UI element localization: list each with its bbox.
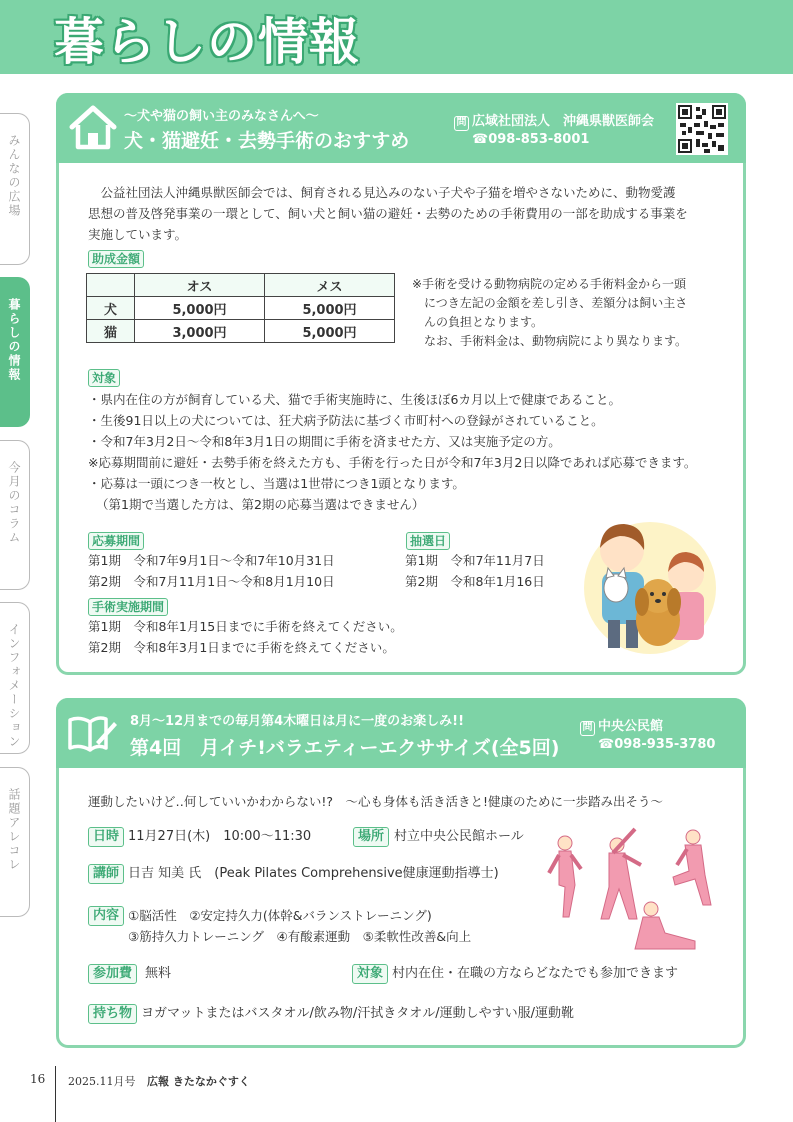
contact-mark: 問	[454, 116, 469, 131]
exercise-header	[56, 698, 746, 768]
event-date: 11月27日(木) 10:00～11:30	[128, 829, 312, 844]
surgery-period	[88, 616, 403, 658]
event-teacher: 日吉 知美 氏 (Peak Pilates Comprehensive健康運動指導士)	[128, 866, 499, 881]
contact-tel: ☎098-853-8001	[472, 132, 590, 147]
footer-issue	[68, 1073, 250, 1089]
note-line: につき左記の金額を差し引き、差額分は飼い主さ	[412, 296, 688, 310]
exercise-subtitle: 8月～12月までの毎月第4木曜日は月に一度のお楽しみ!!	[130, 714, 465, 729]
page-title: 暮らしの情報	[54, 13, 360, 71]
house-icon	[68, 103, 118, 151]
table-cell: 5,000円	[265, 297, 395, 320]
footer-divider	[55, 1066, 56, 1122]
pet-surgery-header	[56, 93, 746, 163]
draw-date-label: 抽選日	[406, 532, 450, 550]
table-cell: 5,000円	[265, 320, 395, 343]
fee-label: 助成金額	[88, 250, 144, 268]
table-row	[87, 320, 395, 343]
teacher-label: 講師	[88, 864, 124, 884]
intro-line: 実施しています。	[88, 227, 188, 242]
apply-period	[88, 550, 335, 592]
side-tab-column[interactable]: 今月のコラム	[0, 440, 30, 590]
table-cell: 5,000円	[135, 297, 265, 320]
list-item: ※応募期間前に避妊・去勢手術を終えた方も、手術を行った日が令和7年3月2日以降であれば応募できます。	[88, 455, 697, 470]
pet-surgery-subtitle: ～犬や猫の飼い主のみなさんへ～	[124, 109, 319, 124]
apply-period-label: 応募期間	[88, 532, 144, 550]
list-item: 第1期 令和7年11月7日	[405, 553, 545, 568]
pet-surgery-intro	[88, 182, 688, 245]
table-cell: 犬	[87, 297, 135, 320]
draw-dates	[405, 550, 545, 592]
fee-table	[86, 273, 395, 343]
list-item: 第2期 令和8年3月1日までに手術を終えてください。	[88, 640, 395, 655]
exercise-illustration	[545, 825, 715, 955]
contact-org: 広域社団法人 沖縄県獣医師会	[472, 114, 655, 129]
exercise-title: 第4回 月イチ!バラエティーエクササイズ(全5回)	[130, 737, 560, 759]
content-label: 内容	[88, 906, 124, 926]
surgery-period-label: 手術実施期間	[88, 598, 168, 616]
table-cell: 3,000円	[135, 320, 265, 343]
intro-line: 思想の普及啓発事業の一環として、飼い犬と飼い猫の避妊・去勢のための手術費用の一部を助成する事業を	[88, 206, 688, 221]
list-item: ①脳活性 ②安定持久力(体幹&バランストレーニング)	[128, 908, 432, 923]
note-line: んの負担となります。	[412, 315, 544, 329]
event-fee: 無料	[145, 966, 172, 981]
side-tab-information[interactable]: インフォメーション	[0, 602, 30, 754]
event-bring: ヨガマットまたはバスタオル/飲み物/汗拭きタオル/運動しやすい服/運動靴	[141, 1006, 575, 1021]
pet-surgery-contact	[454, 113, 654, 149]
table-header	[87, 274, 135, 297]
list-item: 第1期 令和7年9月1日～令和7年10月31日	[88, 553, 335, 568]
bring-label: 持ち物	[88, 1004, 137, 1024]
table-row	[87, 297, 395, 320]
page-number: 16	[30, 1072, 46, 1086]
date-label: 日時	[88, 827, 124, 847]
note-line: ※手術を受ける動物病院の定める手術料金から一頭	[412, 277, 687, 291]
list-item: ・令和7年3月2日～令和8年3月1日の期間に手術を済ませた方、又は実施予定の方。	[88, 434, 561, 449]
list-item: （第1期で当選した方は、第2期の応募当選はできません）	[96, 497, 425, 512]
list-item: ・生後91日以上の犬については、狂犬病予防法に基づく市町村への登録がされていること。	[88, 413, 604, 428]
table-row	[87, 274, 395, 297]
side-tab-kurashi[interactable]: 暮らしの情報	[0, 277, 30, 427]
event-target: 村内在住・在職の方ならどなたでも参加できます	[392, 966, 679, 981]
contact-tel: ☎098-935-3780	[598, 737, 716, 752]
publication-name: 広報 きたなかぐすく	[147, 1075, 250, 1088]
pet-surgery-title: 犬・猫避妊・去勢手術のおすすめ	[124, 130, 410, 152]
place-label: 場所	[353, 827, 389, 847]
list-item: ・県内在住の方が飼育している犬、猫で手術実施時に、生後ほぼ6カ月以上で健康であること。	[88, 392, 621, 407]
contact-org: 中央公民館	[598, 719, 664, 734]
issue-date: 2025.11月号	[68, 1075, 136, 1088]
fee-label-2: 参加費	[88, 964, 137, 984]
intro-line: 公益社団法人沖縄県獣医師会では、飼育される見込みのない子犬や子猫を増やさないために、動物愛護	[88, 185, 676, 200]
family-pets-illustration	[574, 510, 722, 660]
side-tab-minna[interactable]: みんなの広場	[0, 113, 30, 265]
exercise-contact	[580, 718, 715, 754]
book-pencil-icon	[66, 712, 118, 754]
contact-mark: 問	[580, 721, 595, 736]
table-header: メス	[265, 274, 395, 297]
fee-note	[412, 275, 687, 351]
target-list	[88, 389, 696, 515]
event-place: 村立中央公民館ホール	[394, 829, 524, 844]
qr-code[interactable]	[676, 103, 728, 155]
table-header: オス	[135, 274, 265, 297]
side-tab-wadai[interactable]: 話題アレコレ	[0, 767, 30, 917]
list-item: ・応募は一頭につき一枚とし、当選は1世帯につき1頭となります。	[88, 476, 465, 491]
target-label-2: 対象	[352, 964, 388, 984]
list-item: ③筋持久力トレーニング ④有酸素運動 ⑤柔軟性改善&向上	[128, 929, 472, 944]
list-item: 第2期 令和7月11月1日～令和8月1月10日	[88, 574, 335, 589]
note-line: なお、手術料金は、動物病院により異なります。	[412, 334, 688, 348]
event-content	[128, 905, 471, 947]
table-cell: 猫	[87, 320, 135, 343]
target-label: 対象	[88, 369, 120, 387]
list-item: 第2期 令和8年1月16日	[405, 574, 545, 589]
exercise-lead: 運動したいけど‥何していいかわからない!? ～心も身体も活き活きと!健康のために一歩踏み出そう～	[88, 794, 664, 809]
list-item: 第1期 令和8年1月15日までに手術を終えてください。	[88, 619, 403, 634]
